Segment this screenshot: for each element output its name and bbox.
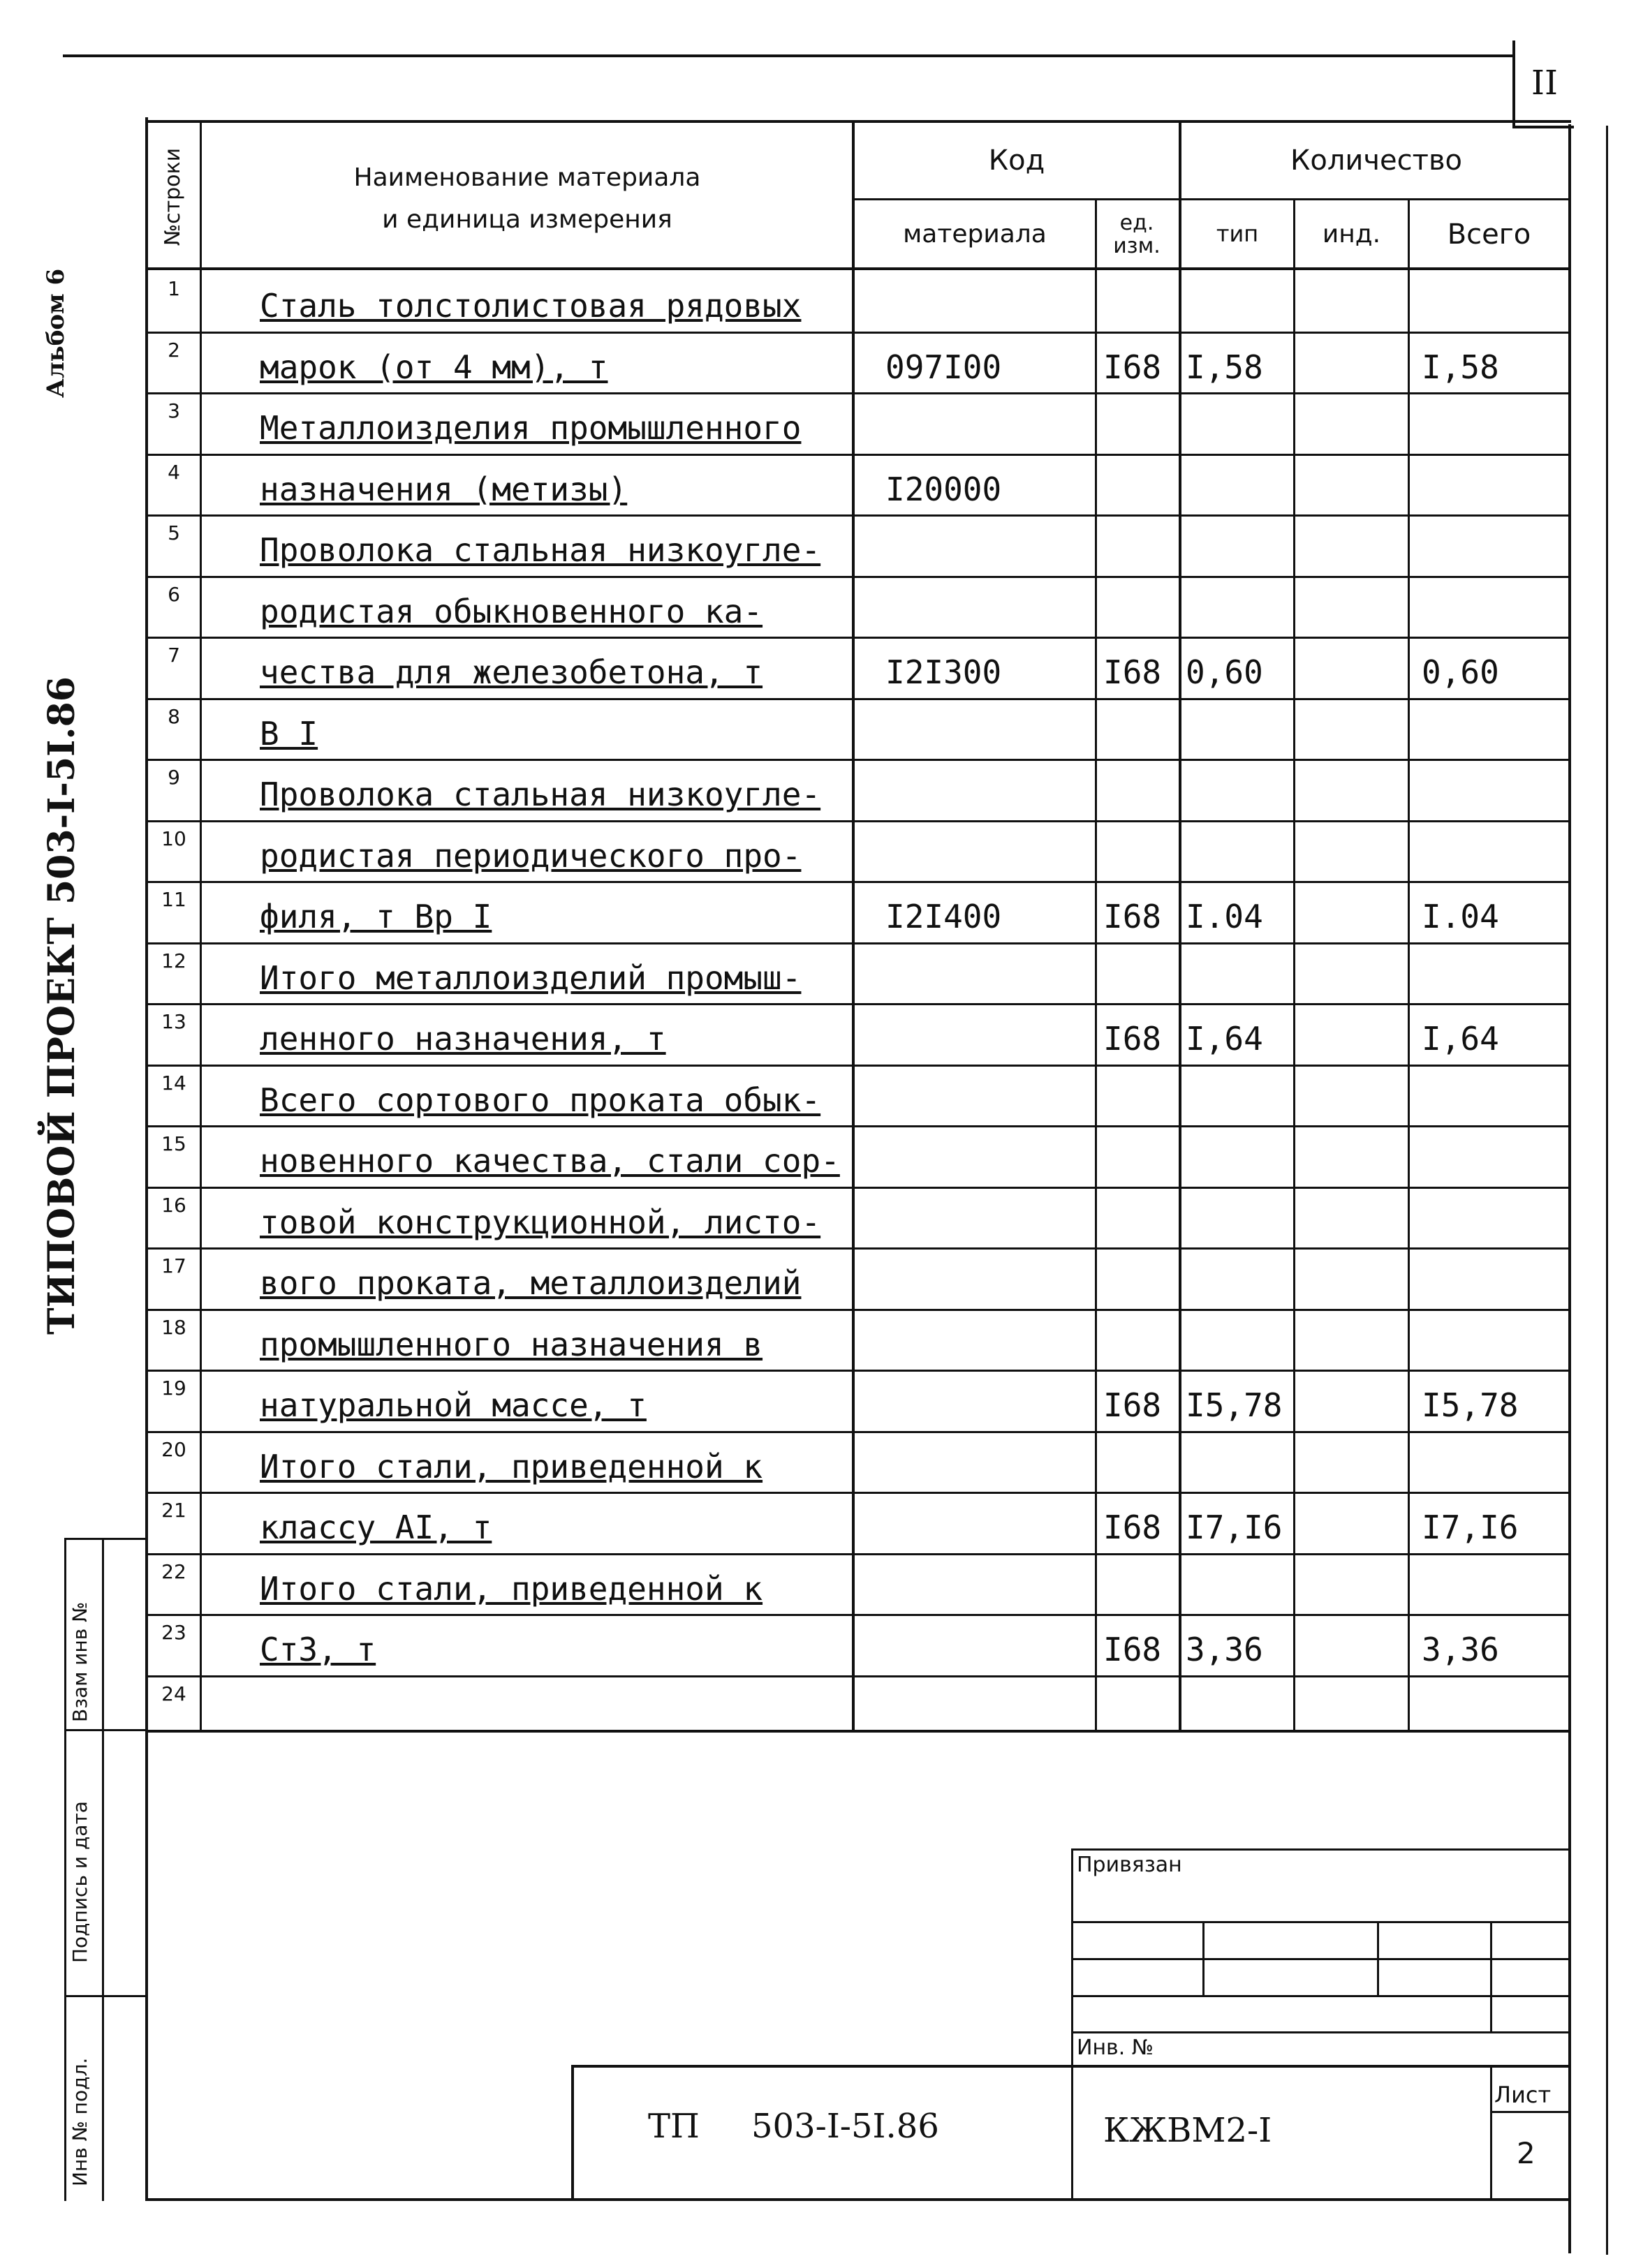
cell-name: Всего сортового проката обык- [260, 1081, 821, 1119]
doc-number: 503-I-5I.86 [751, 2107, 939, 2146]
col-line [200, 120, 202, 1733]
cell-name: натуральной массе, т [260, 1386, 647, 1424]
project-label: ТИПОВОЙ ПРОЕКТ 503-I-5I.86 [40, 676, 83, 1335]
row-divider [148, 1492, 1570, 1494]
quantity-header: Количество [1290, 144, 1462, 177]
cell-name: новенного качества, стали сор- [260, 1142, 840, 1180]
row-divider [148, 881, 1570, 883]
cell-total: I5,78 [1422, 1386, 1519, 1424]
cell-tip: I,58 [1186, 348, 1263, 386]
row-number: 11 [161, 888, 186, 911]
row-divider [148, 1003, 1570, 1005]
name-header-1: Наименование материала [353, 163, 701, 192]
cell-code: 097I00 [885, 348, 1002, 386]
col-line [1095, 198, 1097, 1733]
cell-name: марок (от 4 мм), т [260, 348, 608, 386]
cell-unit: I68 [1103, 1631, 1162, 1668]
cell-tip: 0,60 [1186, 653, 1263, 691]
side-stamp-divider [64, 1729, 147, 1731]
cell-name: чества для железобетона, т [260, 653, 763, 691]
col-line [852, 120, 855, 1733]
row-divider [148, 759, 1570, 761]
tb-line [1071, 1848, 1073, 2201]
vzam-inv-label: Взам инв № [68, 1601, 91, 1722]
cell-unit: I68 [1103, 1509, 1162, 1546]
cell-tip: I,64 [1186, 1020, 1263, 1058]
cell-name: В I [260, 715, 318, 753]
row-divider [148, 820, 1570, 822]
privyazan-label: Привязан [1077, 1853, 1182, 1877]
row-number: 22 [161, 1560, 186, 1583]
cell-tip: I7,I6 [1186, 1509, 1283, 1546]
row-number: 19 [161, 1377, 186, 1400]
row-number: 23 [161, 1621, 186, 1644]
side-stamp-inner [102, 1538, 104, 2201]
row-number: 24 [161, 1682, 186, 1705]
col-line [1293, 198, 1295, 1733]
cell-name: Итого стали, приведенной к [260, 1448, 763, 1485]
qty-ind-header: инд. [1322, 219, 1381, 249]
row-divider [148, 1065, 1570, 1067]
row-number: 2 [168, 339, 180, 362]
tb-line [1377, 1921, 1379, 1995]
row-number-header: №строки [160, 147, 185, 246]
row-number: 1 [168, 277, 180, 300]
row-divider [148, 1187, 1570, 1189]
album-label: Альбом 6 [42, 268, 70, 398]
cell-name: промышленного назначения в [260, 1326, 763, 1363]
doc-prefix: ТП [648, 2107, 700, 2146]
code-unit-header: ед. изм. [1113, 211, 1161, 258]
row-divider [148, 454, 1570, 456]
row-divider [148, 942, 1570, 944]
cell-name: Итого металлоизделий промыш- [260, 959, 802, 997]
cell-name: родистая обыкновенного ка- [260, 593, 763, 630]
row-divider [148, 1614, 1570, 1616]
cell-name: вого проката, металлоизделий [260, 1264, 802, 1302]
qty-total-header: Всего [1447, 218, 1531, 251]
row-number: 12 [161, 949, 186, 972]
row-number: 21 [161, 1499, 186, 1522]
tb-line [1490, 2065, 1492, 2201]
row-divider [148, 637, 1570, 639]
qty-type-header: тип [1216, 221, 1259, 248]
cell-tip: I.04 [1186, 898, 1263, 935]
row-divider [148, 576, 1570, 578]
cell-name: Итого стали, приведенной к [260, 1570, 763, 1608]
row-divider [148, 1125, 1570, 1127]
sheet-value: 2 [1517, 2136, 1535, 2170]
cell-name: Металлоизделия промышленного [260, 409, 802, 447]
cell-total: I,58 [1422, 348, 1499, 386]
inv-podl-label: Инв № подл. [68, 2057, 91, 2186]
row-number: 17 [161, 1254, 186, 1277]
tb-line [1071, 1995, 1571, 1997]
row-number: 7 [168, 644, 180, 667]
frame-bottom [145, 2198, 1571, 2201]
row-number: 15 [161, 1132, 186, 1155]
cell-name: классу АI, т [260, 1509, 492, 1546]
cell-total: I,64 [1422, 1020, 1499, 1058]
cell-unit: I68 [1103, 348, 1162, 386]
cell-unit: I68 [1103, 1386, 1162, 1424]
row-divider [148, 1431, 1570, 1433]
row-number: 3 [168, 399, 180, 422]
inv-no-label: Инв. № [1077, 2036, 1154, 2060]
cell-code: I2I400 [885, 898, 1002, 935]
row-number: 5 [168, 521, 180, 544]
cell-tip: I5,78 [1186, 1386, 1283, 1424]
tb-line [1202, 1921, 1205, 1995]
row-divider [148, 392, 1570, 394]
tb-line [1490, 1921, 1492, 2031]
cell-name: назначения (метизы) [260, 470, 628, 508]
side-stamp-outer [64, 1538, 66, 2201]
row-number: 10 [161, 827, 186, 850]
col-line [1408, 198, 1410, 1733]
frame-left [145, 117, 148, 2201]
cell-name: родистая периодического про- [260, 837, 802, 875]
cell-name: Проволока стальная низкоугле- [260, 531, 821, 569]
row-number: 14 [161, 1072, 186, 1095]
side-stamp-divider [64, 1995, 147, 1997]
tb-line [571, 2065, 574, 2201]
tb-line [1071, 1921, 1571, 1923]
header-mid [852, 198, 1571, 200]
col-line [1179, 120, 1181, 1733]
side-stamp-divider [64, 1538, 147, 1540]
cell-name: товой конструкционной, листо- [260, 1203, 821, 1241]
sheet-label: Лист [1494, 2082, 1552, 2108]
row-number: 8 [168, 705, 180, 728]
cell-name: филя, т Вр I [260, 898, 492, 935]
row-number: 18 [161, 1316, 186, 1339]
row-number: 4 [168, 461, 180, 484]
cell-name: Ст3, т [260, 1631, 376, 1668]
cell-total: 0,60 [1422, 653, 1499, 691]
frame-right [1568, 124, 1571, 2253]
row-number: 16 [161, 1194, 186, 1217]
row-number: 9 [168, 766, 180, 789]
cell-code: I20000 [885, 470, 1002, 508]
row-divider [148, 1370, 1570, 1372]
frame-right-outer [1606, 126, 1608, 2255]
row-divider [148, 1309, 1570, 1311]
cell-tip: 3,36 [1186, 1631, 1263, 1668]
tb-line [1071, 1848, 1571, 1851]
code-header: Код [988, 144, 1045, 177]
sheet-number: II [1512, 40, 1574, 128]
table-bottom [145, 1730, 1571, 1733]
code-material-header: материала [903, 219, 1047, 249]
cell-name: Сталь толстолистовая рядовых [260, 287, 802, 325]
cell-total: I7,I6 [1422, 1509, 1519, 1546]
name-header-2: и единица измерения [382, 205, 672, 234]
row-divider [148, 514, 1570, 517]
cell-unit: I68 [1103, 653, 1162, 691]
cell-total: 3,36 [1422, 1631, 1499, 1668]
row-divider [148, 698, 1570, 700]
cell-total: I.04 [1422, 898, 1499, 935]
signature-date-label: Подпись и дата [68, 1801, 91, 1963]
row-number: 20 [161, 1438, 186, 1461]
tb-line [1071, 1958, 1571, 1960]
cell-unit: I68 [1103, 1020, 1162, 1058]
cell-name: ленного назначения, т [260, 1020, 666, 1058]
tb-line [1490, 2111, 1571, 2113]
row-number: 13 [161, 1010, 186, 1033]
top-border [63, 54, 1515, 57]
cell-code: I2I300 [885, 653, 1002, 691]
header-bottom [145, 267, 1571, 270]
row-divider [148, 1553, 1570, 1555]
tb-line [1071, 2031, 1571, 2033]
row-number: 6 [168, 583, 180, 606]
row-divider [148, 1675, 1570, 1677]
cell-unit: I68 [1103, 898, 1162, 935]
table-top [145, 120, 1571, 123]
cell-name: Проволока стальная низкоугле- [260, 776, 821, 813]
row-divider [148, 332, 1570, 334]
doc-mark: КЖВМ2-I [1103, 2111, 1272, 2150]
row-divider [148, 1247, 1570, 1250]
tb-line [571, 2065, 1571, 2068]
